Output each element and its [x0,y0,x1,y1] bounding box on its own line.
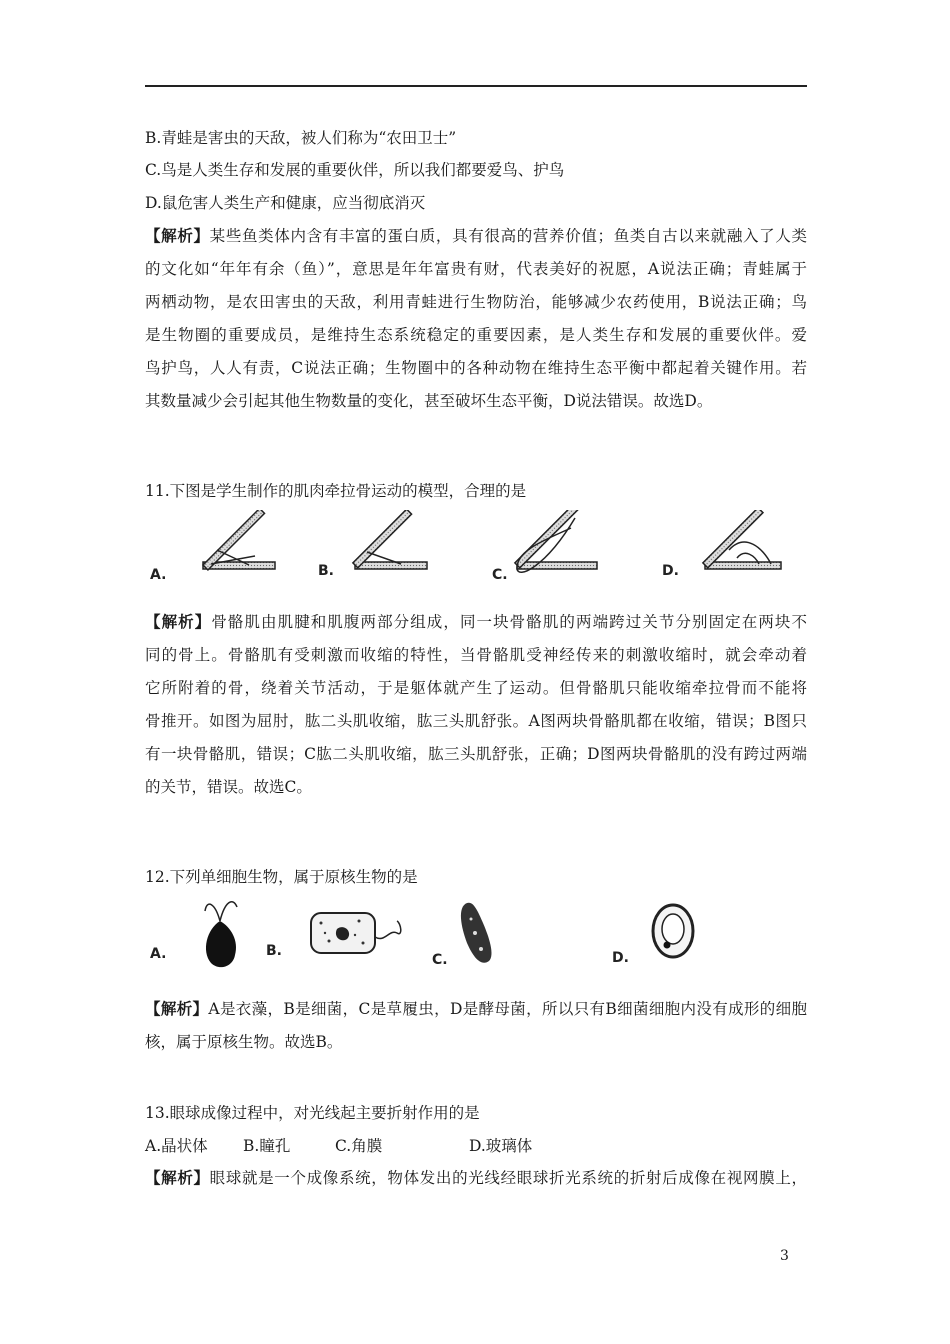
chlamydomonas-illustration [205,902,237,967]
option-a: A.晶状体 [145,1137,208,1155]
analysis-12-line: 核，属于原核生物。故选B。 [145,1033,343,1051]
figure-label: D. [662,563,679,579]
question-13-options [145,1136,532,1156]
analysis-11-line: 有一块骨骼肌，错误；C肱二头肌收缩，肱三头肌舒张，正确；D图两块骨骼肌的没有跨过两端 [145,745,807,763]
figure-label: A. [150,946,167,962]
figure-label: C. [492,567,508,583]
option-b: B.瞳孔 [243,1137,291,1155]
analysis-tag: 【解析】 [145,1168,210,1187]
analysis-11-line: 骨推开。如图为屈肘，肱二头肌收缩，肱三头肌舒张。A图两块骨骼肌都在收缩，错误；B图只 [145,712,807,730]
analysis-11-line: 同的骨上。骨骼肌有受刺激而收缩的特性，当骨骼肌受神经传来的刺激收缩时，就会牵动着 [145,646,807,664]
model-d [703,510,781,569]
option-c: C.鸟是人类生存和发展的重要伙伴，所以我们都要爱鸟、护鸟 [145,161,565,179]
figure-label: B. [266,943,282,959]
analysis-11-line: 【解析】骨骼肌由肌腱和肌腹两部分组成，同一块骨骼肌的两端跨过关节分别固定在两块不 [145,612,807,631]
model-a [203,510,275,570]
paramecium-illustration [461,903,492,963]
analysis-tag: 【解析】 [145,226,210,245]
organisms-figure [145,893,807,973]
option-d: D.鼠危害人类生产和健康，应当彻底消灭 [145,194,426,212]
analysis-10-line: 鸟护鸟，人人有责，C说法正确；生物圈中的各种动物在维持生态平衡中都起着关键作用。若 [145,359,807,377]
figure-label: A. [150,567,167,583]
analysis-10-line: 是生物圈的重要成员，是维持生态系统稳定的重要因素，是人类生存和发展的重要伙伴。爱 [145,326,807,344]
analysis-12-line: 【解析】A是衣藻，B是细菌，C是草履虫，D是酵母菌，所以只有B细菌细胞内没有成形的细胞 [145,999,807,1018]
analysis-10-line: 其数量减少会引起其他生物数量的变化，甚至破坏生态平衡，D说法错误。故选D。 [145,392,713,410]
analysis-tag: 【解析】 [145,999,209,1018]
question-12: 12.下列单细胞生物，属于原核生物的是 [145,868,418,886]
question-11: 11.下图是学生制作的肌肉牵拉骨运动的模型，合理的是 [145,482,527,500]
analysis-11-line: 的关节，错误。故选C。 [145,778,312,796]
question-13: 13.眼球成像过程中，对光线起主要折射作用的是 [145,1104,480,1122]
figure-label: D. [612,950,629,966]
model-c [515,510,597,572]
figure-label: C. [432,952,448,968]
page-number: 3 [780,1248,789,1264]
yeast-illustration [653,905,693,957]
model-b [353,510,427,569]
figure-label: B. [318,563,334,579]
option-d: D.玻璃体 [469,1137,533,1155]
analysis-tag: 【解析】 [145,612,212,631]
analysis-11-line: 它所附着的骨，绕着关节活动，于是躯体就产生了运动。但骨骼肌只能收缩牵拉骨而不能将 [145,679,807,697]
option-c: C.角膜 [335,1137,383,1155]
header-rule [145,85,807,87]
analysis-10-line: 两栖动物，是农田害虫的天敌，利用青蛙进行生物防治，能够减少农药使用，B说法正确；鸟 [145,293,807,311]
bacterium-illustration [311,913,401,953]
analysis-10-line: 【解析】某些鱼类体内含有丰富的蛋白质，具有很高的营养价值；鱼类自古以来就融入了人类 [145,226,807,245]
muscle-model-figure [145,510,807,590]
option-b: B.青蛙是害虫的天敌，被人们称为“农田卫士” [145,129,457,147]
analysis-10-line: 的文化如“年年有余（鱼）”，意思是年年富贵有财，代表美好的祝愿，A说法正确；青蛙属于 [145,260,807,278]
analysis-13-line: 【解析】眼球就是一个成像系统，物体发出的光线经眼球折光系统的折射后成像在视网膜上， [145,1168,807,1187]
